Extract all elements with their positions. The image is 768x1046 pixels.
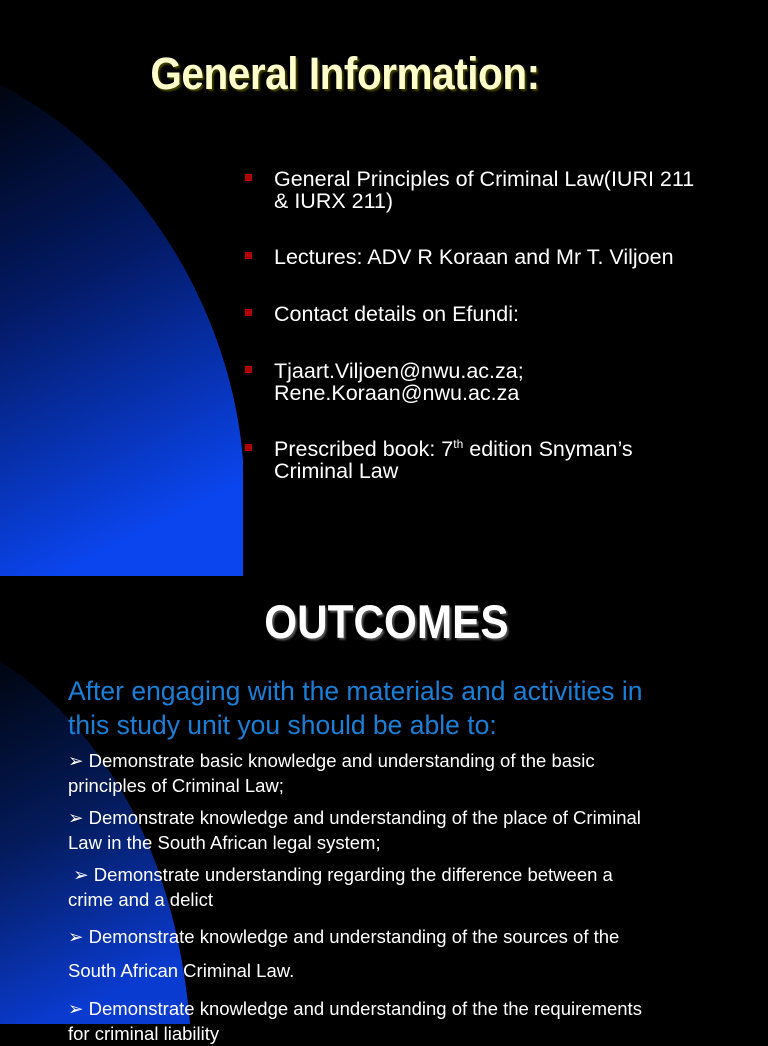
email-koraan: Rene.Koraan@nwu.ac.za xyxy=(274,381,520,405)
list-item: ➢ Demonstrate knowledge and understanding of the the requirements for criminal liability xyxy=(68,998,642,1044)
list-item: Contact details on Efundi: xyxy=(243,303,753,325)
outcomes-intro: After engaging with the materials and activities in this study unit you should be able to: xyxy=(68,676,643,740)
slide-outcomes xyxy=(0,576,768,1044)
list-item: General Principles of Criminal Law(IURI 211 & IURX 211) xyxy=(243,168,753,212)
arrow-bullet-icon: ➢ xyxy=(68,750,84,771)
arrow-bullet-icon: ➢ xyxy=(68,998,84,1019)
list-item: ➢ Demonstrate knowledge and understanding of the sources of the South African Criminal Law. xyxy=(68,926,620,981)
list-item: Prescribed book: 7th edition Snyman’s Criminal Law xyxy=(243,438,753,482)
red-square-bullet-icon xyxy=(245,252,252,259)
red-square-bullet-icon xyxy=(245,366,252,373)
arrow-bullet-icon: ➢ xyxy=(68,807,84,828)
info-bullet-list xyxy=(243,168,753,482)
arrow-bullet-icon: ➢ xyxy=(73,864,89,885)
red-square-bullet-icon xyxy=(245,174,252,181)
list-item: Lectures: ADV R Koraan and Mr T. Viljoen xyxy=(243,246,753,268)
red-square-bullet-icon xyxy=(245,309,252,316)
slide-title: General Information: xyxy=(150,48,540,99)
list-item: ➢ Demonstrate understanding regarding the difference between a crime and a delict xyxy=(68,864,613,910)
red-square-bullet-icon xyxy=(245,444,252,451)
list-item: ➢ Demonstrate basic knowledge and understanding of the basic principles of Criminal Law; xyxy=(68,750,595,796)
email-viljoen: Tjaart.Viljoen@nwu.ac.za; xyxy=(274,359,524,383)
outcome-list xyxy=(68,748,748,1046)
list-item: ➢ Demonstrate knowledge and understanding of the place of Criminal Law in the South African legal system; xyxy=(68,807,641,853)
slide-title: OUTCOMES xyxy=(264,595,509,648)
list-item xyxy=(243,360,753,404)
arrow-bullet-icon: ➢ xyxy=(68,926,84,947)
